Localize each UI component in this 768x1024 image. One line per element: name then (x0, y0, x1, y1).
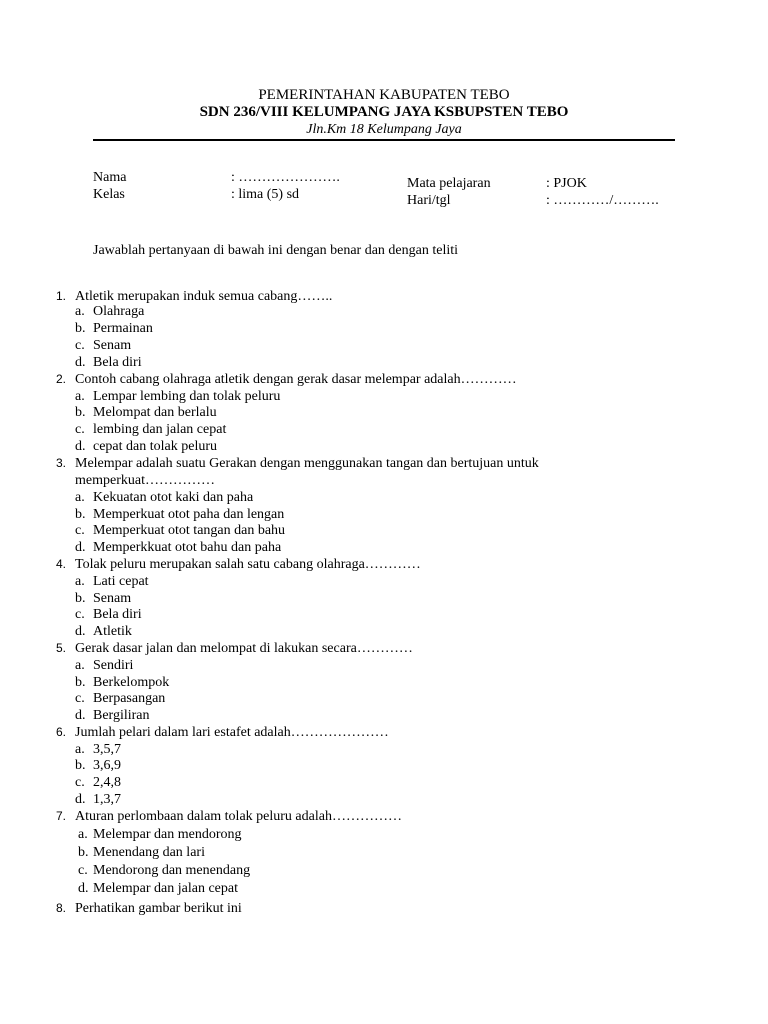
header-divider (93, 139, 675, 141)
option-text: Sendiri (93, 658, 134, 673)
option-letter: d. (75, 708, 86, 723)
option-letter: a. (75, 389, 85, 404)
question-number: 7. (55, 809, 66, 823)
option-letter: d. (75, 439, 86, 454)
question-text: Aturan perlombaan dalam tolak peluru adalah…………… (75, 809, 402, 824)
question-text: Gerak dasar jalan dan melompat di lakukan secara………… (75, 641, 413, 656)
question-number: 3. (55, 456, 66, 470)
option-letter: c. (75, 523, 85, 538)
header-school-name: SDN 236/VIII KELUMPANG JAYA KSBUPSTEN TEBO (199, 104, 569, 120)
option-text: cepat dan tolak peluru (93, 439, 218, 454)
question-text-continued: memperkuat…………… (75, 473, 215, 488)
option-letter: c. (78, 863, 88, 878)
option-letter: c. (75, 338, 85, 353)
option-letter: b. (75, 405, 86, 420)
option-text: Bela diri (93, 607, 142, 622)
option-text: Berkelompok (93, 675, 170, 690)
hari-value: : …………/………. (546, 193, 659, 208)
option-letter: c. (75, 691, 85, 706)
option-letter: a. (75, 742, 85, 757)
option-letter: c. (75, 607, 85, 622)
option-text: Menendang dan lari (93, 845, 205, 860)
option-text: Olahraga (93, 304, 145, 319)
option-letter: b. (75, 321, 86, 336)
question-number: 8. (55, 901, 66, 915)
option-text: Atletik (93, 624, 132, 639)
kelas-value: : lima (5) sd (231, 187, 300, 202)
question-text: Atletik merupakan induk semua cabang…….. (75, 289, 333, 304)
question-text: Tolak peluru merupakan salah satu cabang olahraga………… (75, 557, 421, 572)
option-text: Memperkuat otot paha dan lengan (93, 507, 285, 522)
option-letter: b. (78, 845, 89, 860)
option-text: Melempar dan jalan cepat (93, 881, 238, 896)
option-letter: d. (75, 540, 86, 555)
option-text: 2,4,8 (93, 775, 121, 790)
option-text: Bela diri (93, 355, 142, 370)
option-text: Melompat dan berlalu (93, 405, 217, 420)
hari-label: Hari/tgl (407, 193, 451, 208)
option-text: Memperkuat otot tangan dan bahu (93, 523, 286, 538)
option-letter: d. (78, 881, 89, 896)
option-letter: b. (75, 675, 86, 690)
header-government: PEMERINTAHAN KABUPATEN TEBO (258, 87, 510, 103)
option-letter: c. (75, 775, 85, 790)
question-number: 5. (55, 641, 66, 655)
option-text: 1,3,7 (93, 792, 121, 807)
option-text: Bergiliran (93, 708, 150, 723)
option-text: lembing dan jalan cepat (93, 422, 227, 437)
question-number: 1. (55, 289, 66, 303)
option-letter: c. (75, 422, 85, 437)
mapel-label: Mata pelajaran (407, 176, 491, 191)
question-text: Jumlah pelari dalam lari estafet adalah………………… (75, 725, 389, 740)
option-text: Lempar lembing dan tolak peluru (93, 389, 281, 404)
question-number: 6. (55, 725, 66, 739)
question-number: 4. (55, 557, 66, 571)
kelas-label: Kelas (93, 187, 125, 202)
option-text: Melempar dan mendorong (93, 827, 242, 842)
option-letter: a. (75, 658, 85, 673)
option-text: 3,6,9 (93, 758, 121, 773)
instruction: Jawablah pertanyaan di bawah ini dengan benar dan dengan teliti (93, 243, 459, 258)
nama-label: Nama (93, 170, 127, 185)
question-text: Melempar adalah suatu Gerakan dengan menggunakan tangan dan bertujuan untuk (75, 456, 539, 471)
option-text: Lati cepat (93, 574, 149, 589)
header-address: Jln.Km 18 Kelumpang Jaya (306, 122, 462, 137)
option-letter: b. (75, 507, 86, 522)
option-text: Memperkkuat otot bahu dan paha (93, 540, 282, 555)
option-text: Permainan (93, 321, 153, 336)
option-text: Mendorong dan menendang (93, 863, 251, 878)
option-letter: a. (75, 304, 85, 319)
option-letter: b. (75, 591, 86, 606)
question-text: Perhatikan gambar berikut ini (75, 901, 242, 916)
option-text: Senam (93, 591, 132, 606)
option-text: 3,5,7 (93, 742, 121, 757)
nama-value: : …………………. (231, 170, 340, 185)
option-letter: a. (78, 827, 88, 842)
question-text: Contoh cabang olahraga atletik dengan gerak dasar melempar adalah………… (75, 372, 517, 387)
option-letter: d. (75, 624, 86, 639)
option-text: Berpasangan (93, 691, 166, 706)
option-letter: a. (75, 490, 85, 505)
option-letter: b. (75, 758, 86, 773)
option-letter: d. (75, 355, 86, 370)
option-letter: d. (75, 792, 86, 807)
option-text: Kekuatan otot kaki dan paha (93, 490, 254, 505)
mapel-value: : PJOK (546, 176, 587, 191)
option-text: Senam (93, 338, 132, 353)
question-number: 2. (55, 372, 66, 386)
option-letter: a. (75, 574, 85, 589)
